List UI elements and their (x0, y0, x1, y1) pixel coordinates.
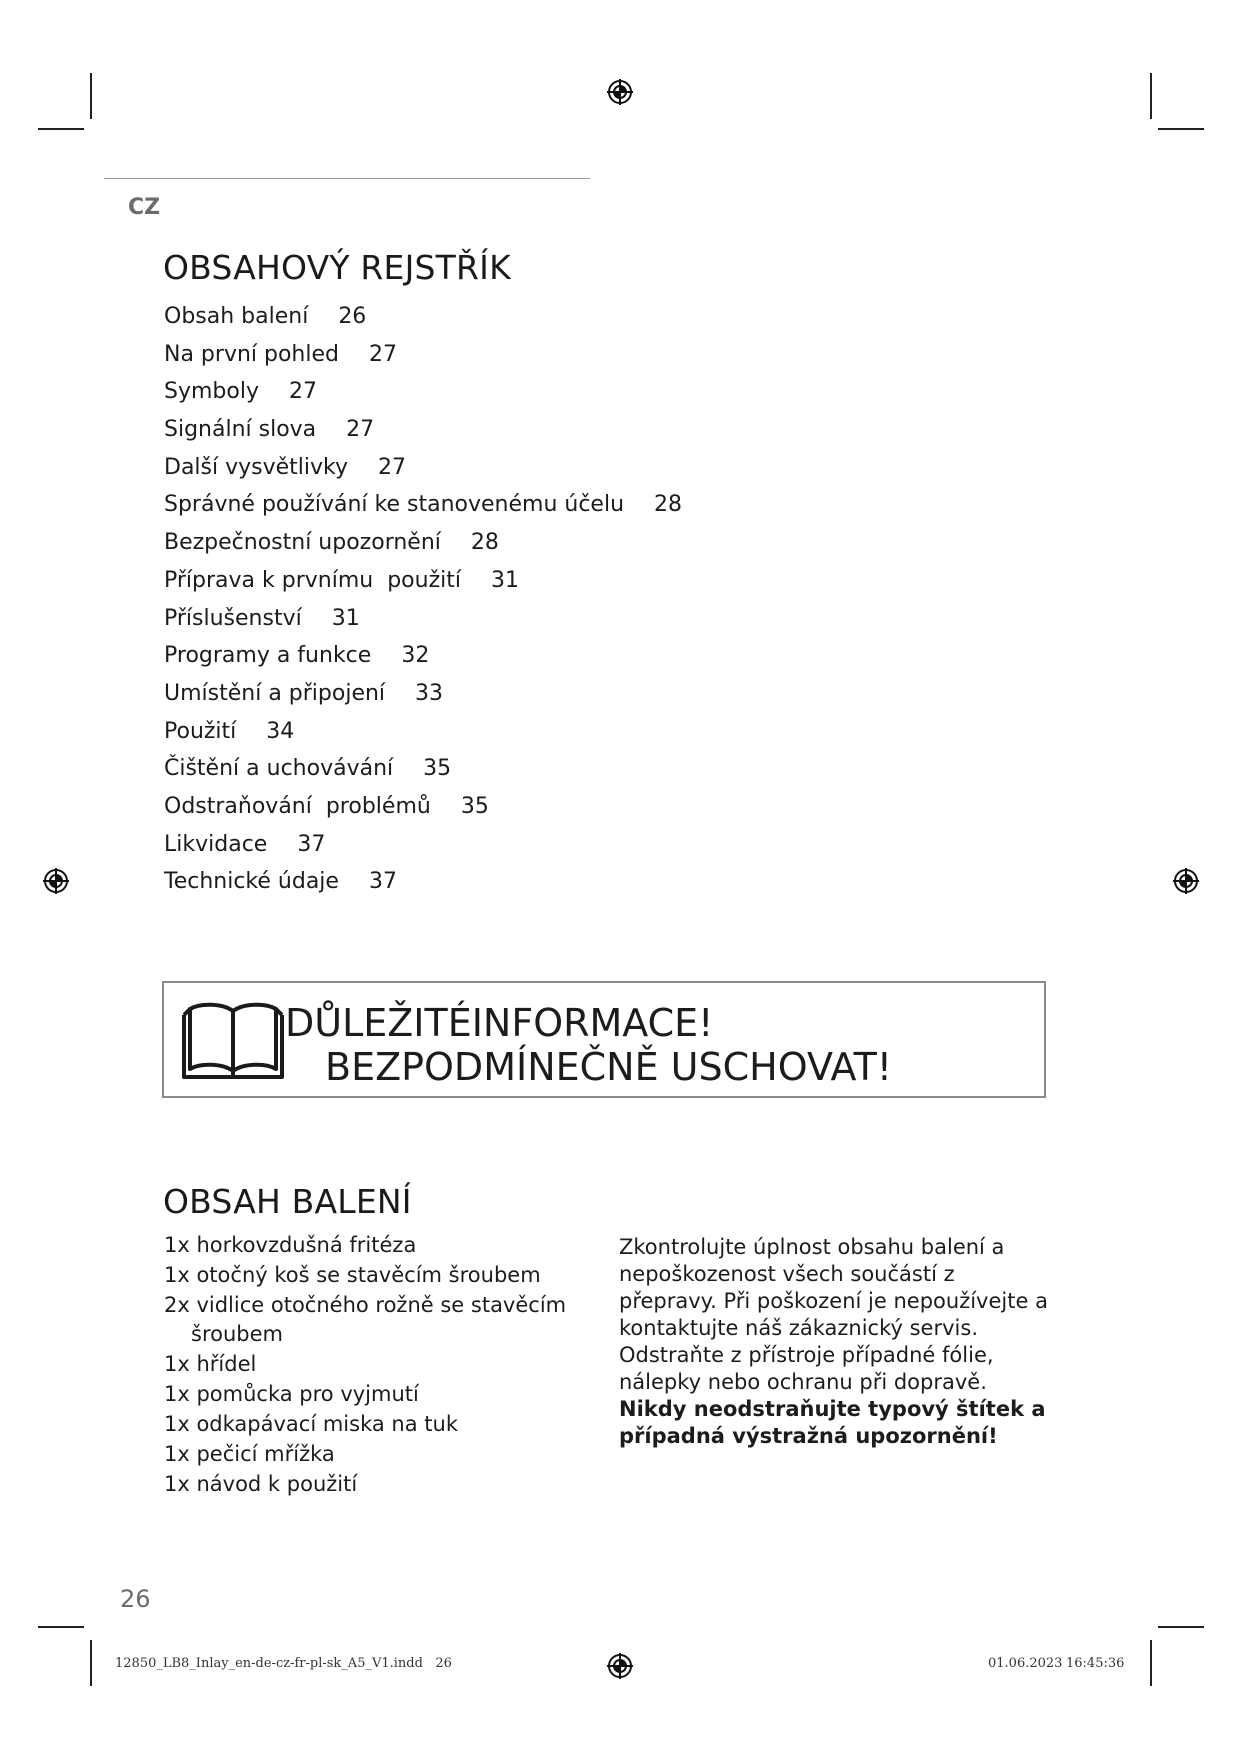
contents-list (164, 1231, 584, 1500)
toc-item-label: Čištění a uchovávání (164, 756, 394, 782)
toc-item-label: Na první pohled (164, 341, 339, 367)
contents-item: 1x otočný koš se stavěcím šroubem (164, 1263, 541, 1287)
toc-item-page: 31 (490, 567, 519, 593)
toc-item-label: Likvidace (164, 831, 268, 857)
crop-mark-top-right-v (1150, 73, 1152, 119)
toc-item-page: 35 (423, 756, 452, 782)
contents-paragraph-2-text: Odstraňte z přístroje případné fólie, nálepky nebo ochranu při dopravě. (619, 1343, 994, 1394)
crop-mark-bottom-right-h (1158, 1626, 1204, 1628)
toc-item-page: 37 (297, 831, 326, 857)
toc-item-label: Další vysvětlivky (164, 454, 349, 480)
toc-item-label: Programy a funkce (164, 643, 372, 669)
toc-item[interactable] (164, 449, 682, 487)
toc-item[interactable] (164, 298, 682, 336)
contents-item: 1x pečicí mřížka (164, 1442, 335, 1466)
crop-mark-top-left-h (38, 128, 84, 130)
toc-item-page: 27 (288, 379, 317, 405)
toc-item[interactable] (164, 713, 682, 751)
registration-mark-bottom-icon (605, 1651, 635, 1681)
contents-item: 1x hřídel (164, 1352, 257, 1376)
toc-item-page: 28 (470, 530, 499, 556)
contents-item: 1x návod k použití (164, 1472, 358, 1496)
toc-item-page: 33 (415, 680, 444, 706)
toc-item-label: Použití (164, 718, 237, 744)
contents-item: 1x horkovzdušná fritéza (164, 1233, 417, 1257)
toc-item-page: 27 (378, 454, 407, 480)
toc-item-page: 31 (331, 605, 360, 631)
toc-item-page: 27 (369, 341, 397, 367)
header-rule (104, 178, 590, 179)
toc-item[interactable] (164, 562, 682, 600)
toc-item-label: Umístění a připojení (164, 680, 386, 706)
toc-item-label: Správné používání ke stanovenému účelu (164, 492, 625, 518)
toc-item-label: Příprava k prvnímu použití (164, 567, 461, 593)
toc-item-label: Odstraňování problémů (164, 793, 431, 819)
crop-mark-top-left-v (90, 73, 92, 119)
toc-item[interactable] (164, 788, 682, 826)
toc-item-page: 26 (338, 304, 367, 329)
toc-item-page: 34 (266, 718, 295, 744)
footer-date: 01.06.2023 (988, 1656, 1063, 1671)
toc-item[interactable] (164, 637, 682, 675)
crop-mark-bottom-left-v (90, 1640, 92, 1686)
crop-mark-top-right-h (1158, 128, 1204, 130)
toc-item[interactable] (164, 486, 682, 524)
crop-mark-bottom-left-h (38, 1626, 84, 1628)
contents-title: OBSAH BALENÍ (163, 1182, 412, 1221)
contents-item: 1x odkapávací miska na tuk (164, 1412, 458, 1436)
toc-item[interactable] (164, 675, 682, 713)
toc-item-page: 27 (346, 417, 375, 443)
toc-item[interactable] (164, 826, 682, 864)
language-code: CZ (128, 195, 161, 220)
toc-item-page: 28 (654, 492, 683, 518)
toc-item-label: Obsah balení (164, 304, 309, 329)
toc-item-page: 35 (460, 793, 489, 819)
registration-mark-right-icon (1171, 866, 1201, 896)
contents-item: 1x pomůcka pro vyjmutí (164, 1382, 419, 1406)
toc-item-page: 37 (368, 869, 397, 895)
page-number: 26 (120, 1585, 151, 1613)
toc-item-label: Technické údaje (164, 869, 339, 895)
toc-item-label: Signální slova (164, 417, 317, 443)
footer-time: 16:45:36 (1066, 1656, 1125, 1671)
toc-item-label: Příslušenství (164, 605, 302, 631)
toc-item[interactable] (164, 336, 682, 374)
open-book-icon (178, 999, 288, 1083)
toc-item[interactable] (164, 600, 682, 638)
toc-item-label: Bezpečnostní upozornění (164, 530, 441, 556)
important-notice-box (162, 981, 1046, 1098)
toc-item[interactable] (164, 863, 682, 901)
contents-item: 2x vidlice otočného rožně se stavěcím šroubem (164, 1293, 567, 1346)
toc-item-label: Symboly (164, 379, 259, 405)
toc-item[interactable] (164, 524, 682, 562)
toc-item[interactable] (164, 373, 682, 411)
toc-item[interactable] (164, 750, 682, 788)
contents-paragraph-1: Zkontrolujte úplnost obsahu balení a nepoškozenost všech součástí z přepravy. Při poškození je nepoužívejte a kontaktujte náš zákaznický servis. (619, 1235, 1048, 1340)
toc-title: OBSAHOVÝ REJSTŘÍK (163, 248, 511, 287)
contents-paragraph-2-warning: Nikdy neodstraňujte typový štítek a případná výstražná upozornění! (619, 1397, 1046, 1448)
toc-list (164, 298, 682, 901)
contents-paragraph-2 (619, 1342, 1059, 1450)
toc-item-page: 32 (401, 643, 430, 669)
footer-file-name: 12850_LB8_Inlay_en-de-cz-fr-pl-sk_A5_V1.indd 26 (115, 1656, 452, 1671)
registration-mark-left-icon (41, 866, 71, 896)
notice-line-2: BEZPODMÍNEČNĚ USCHOVAT! (325, 1045, 893, 1089)
crop-mark-bottom-right-v (1150, 1640, 1152, 1686)
toc-item[interactable] (164, 411, 682, 449)
registration-mark-top-icon (605, 77, 635, 107)
notice-line-1: DŮLEŽITÉINFORMACE! (285, 1001, 714, 1045)
